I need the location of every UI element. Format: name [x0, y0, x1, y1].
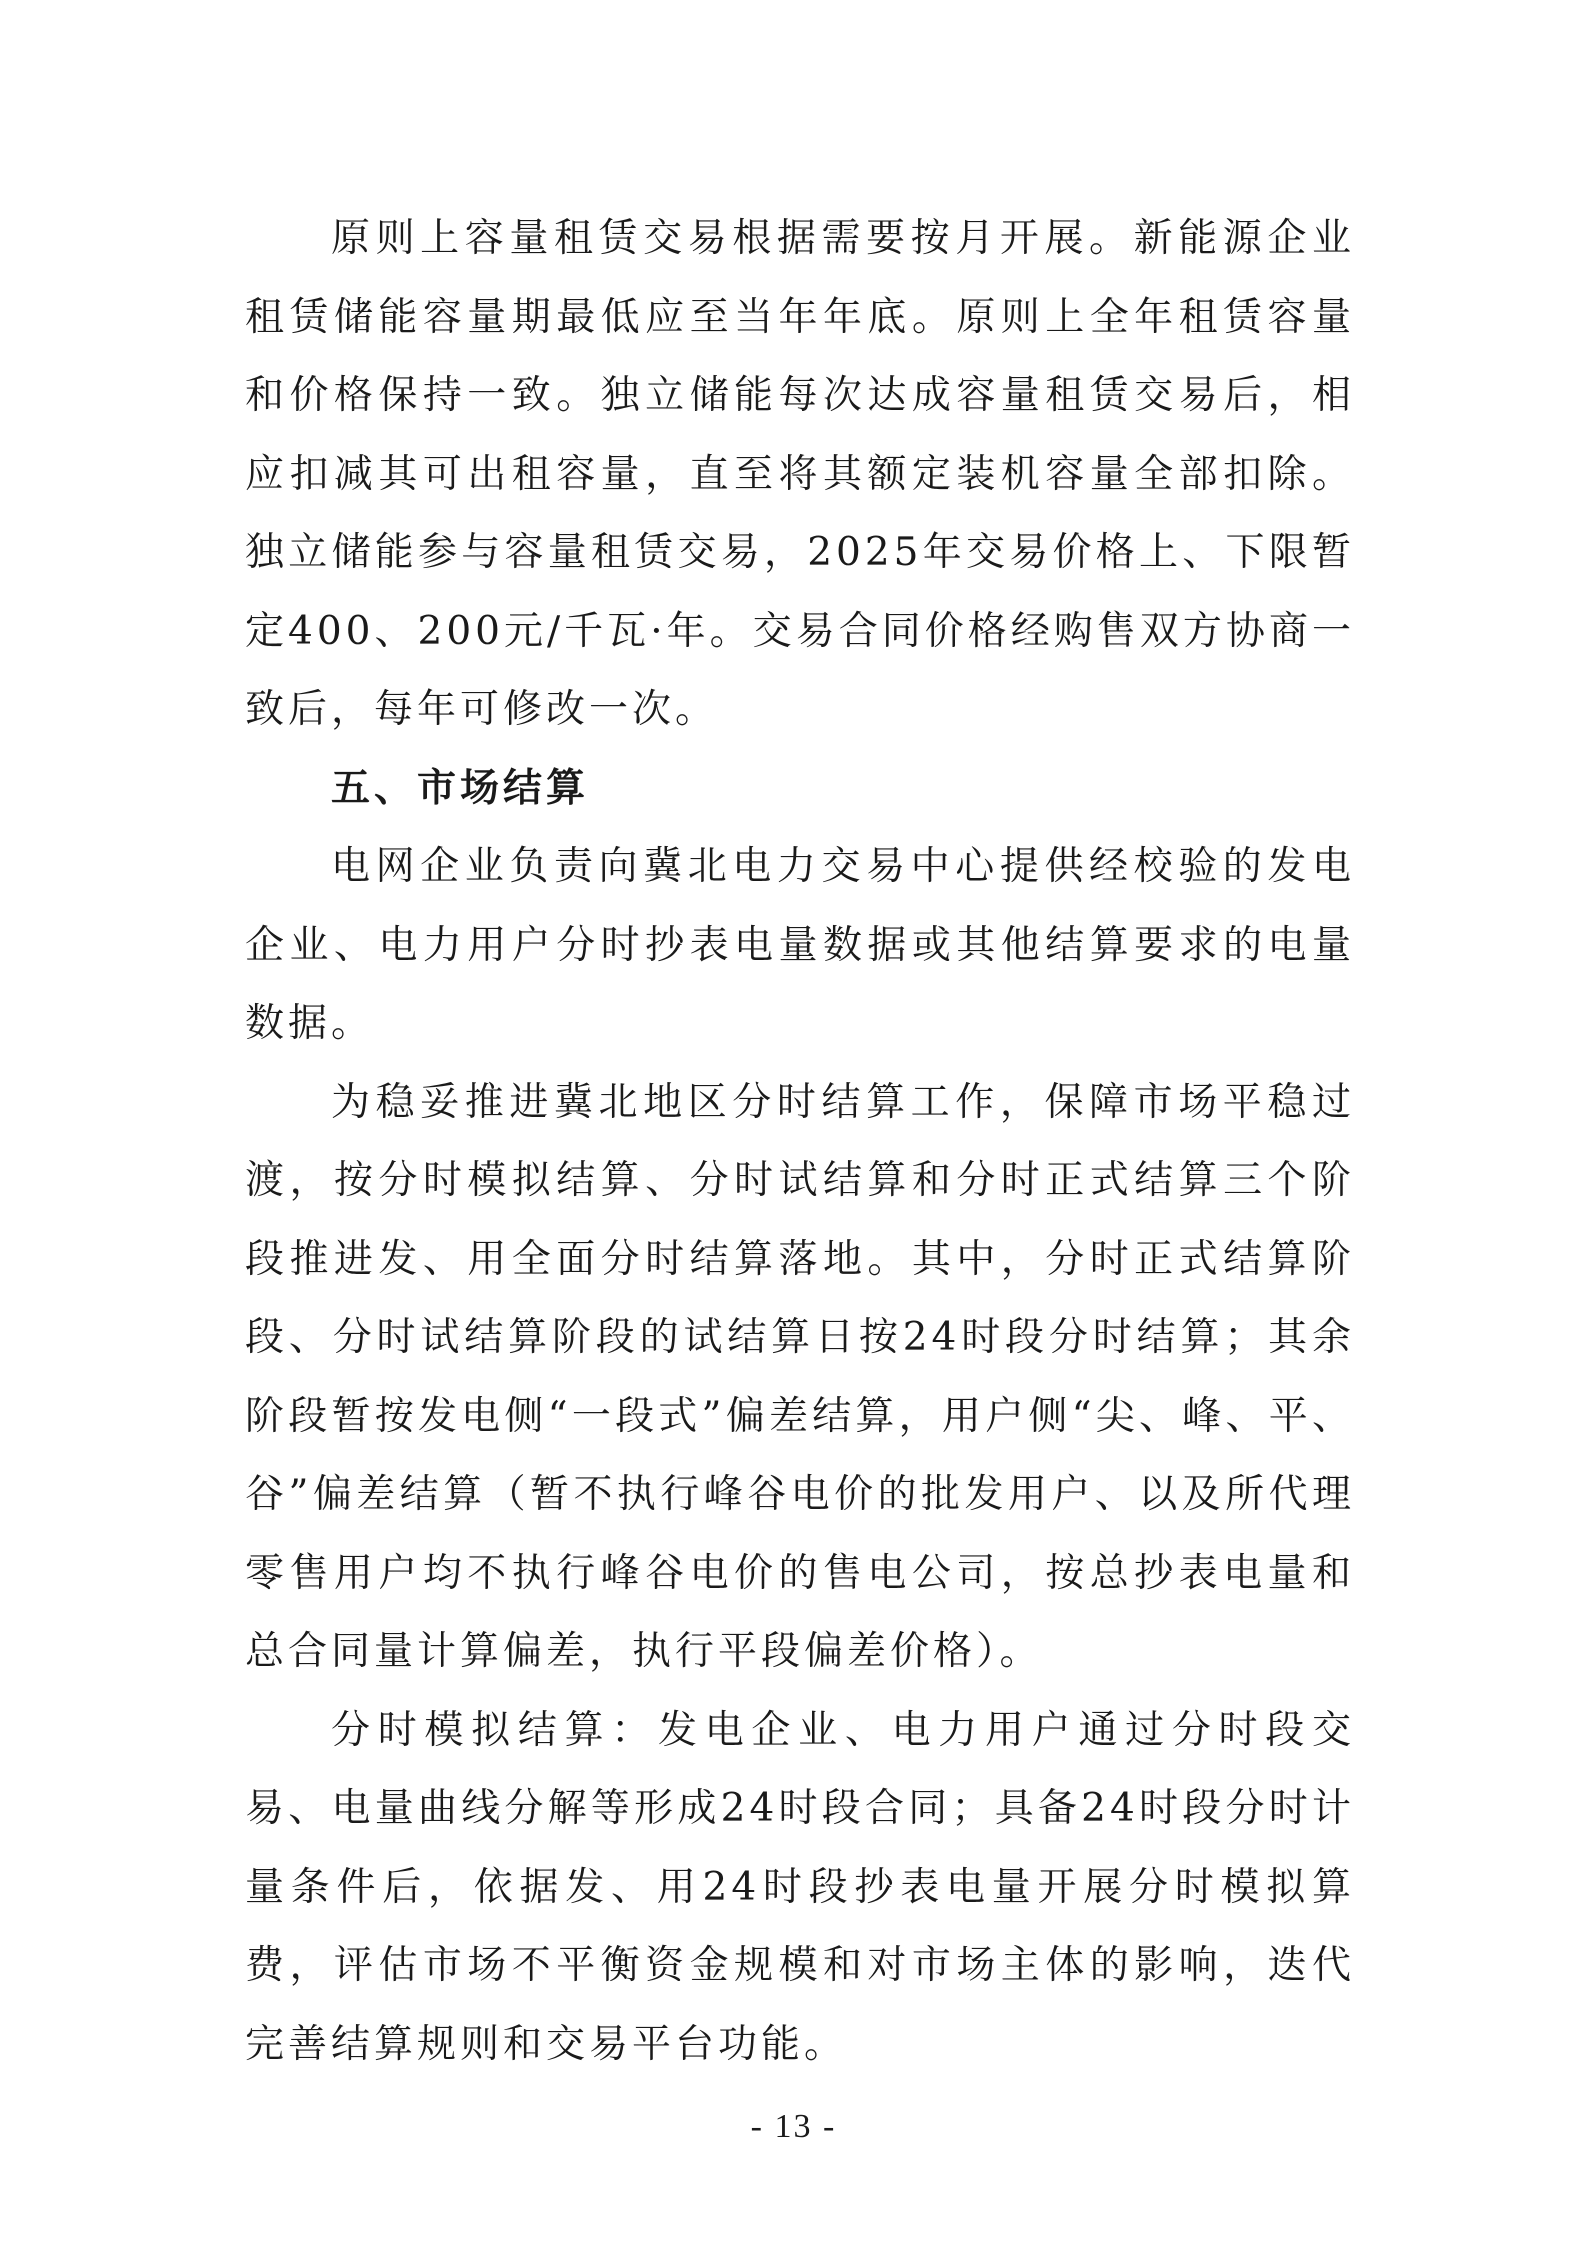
paragraph-grid-data: 电网企业负责向冀北电力交易中心提供经校验的发电企业、电力用户分时抄表电量数据或其他结算要求的电量数据。 — [245, 844, 1355, 1046]
paragraph-simulated-settlement: 分时模拟结算：发电企业、电力用户通过分时段交易、电量曲线分解等形成24时段合同；具备24时段分时计量条件后，依据发、用24时段抄表电量开展分时模拟算费，评估市场不平衡资金规模和对市场主体的影响，迭代完善结算规则和交易平台功能。 — [245, 1707, 1355, 2067]
paragraph-time-of-use-settlement: 为稳妥推进冀北地区分时结算工作，保障市场平稳过渡，按分时模拟结算、分时试结算和分时正式结算三个阶段推进发、用全面分时结算落地。其中，分时正式结算阶段、分时试结算阶段的试结算日按24时段分时结算；其余阶段暂按发电侧“一段式”偏差结算，用户侧“尖、峰、平、谷”偏差结算（暂不执行峰谷电价的批发用户、以及所代理零售用户均不执行峰谷电价的售电公司，按总抄表电量和总合同量计算偏差，执行平段偏差价格）。 — [245, 1079, 1355, 1674]
paragraph-capacity-leasing: 原则上容量租赁交易根据需要按月开展。新能源企业租赁储能容量期最低应至当年年底。原则上全年租赁容量和价格保持一致。独立储能每次达成容量租赁交易后，相应扣减其可出租容量，直至将其额定装机容量全部扣除。独立储能参与容量租赁交易，2025年交易价格上、下限暂定400、200元/千瓦·年。交易合同价格经购售双方协商一致后，每年可修改一次。 — [245, 216, 1355, 732]
page-number: - 13 - — [750, 2108, 837, 2145]
section-heading: 五、市场结算 — [331, 765, 590, 811]
document-body — [245, 200, 1355, 2084]
